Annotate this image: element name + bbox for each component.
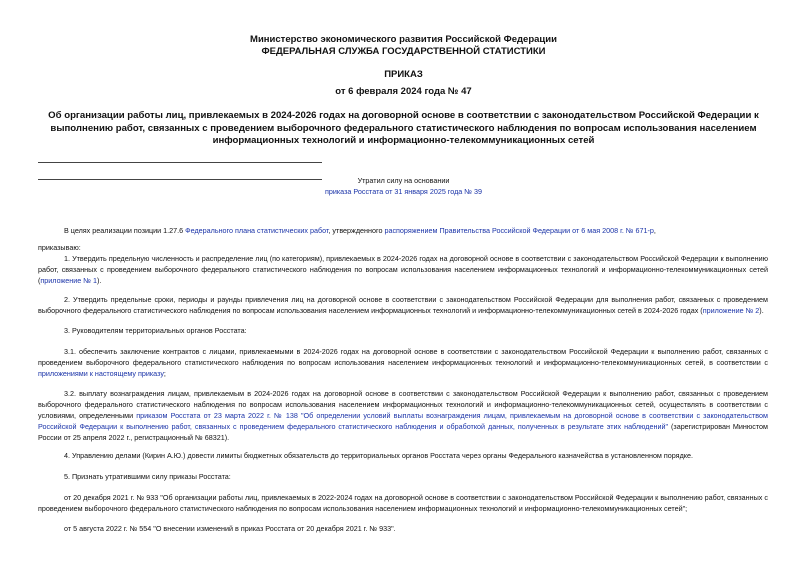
lapsed-order-link[interactable]: приказа Росстата от 31 января 2025 года № 39 <box>324 187 483 196</box>
paragraph-5-a: от 20 декабря 2021 г. № 933 "Об организации работы лиц, привлекаемых в 2022-2024 годах на договорной основе в соответствии с законодательством Российской Федерации к выполнению работ, связанных с проведением выборочного федерального статистического наблюдения по вопросам использования населением информационных технологий и информационно-телекоммуникационных сетей"; <box>38 493 768 514</box>
paragraph-text: ; <box>163 369 166 379</box>
paragraph-text: (зарегистрирован Минюстом России от 25 апреля 2022 г., регистрационный № 68321). <box>38 422 768 443</box>
rosstat-order-138-link[interactable]: приказом Росстата от 23 марта 2022 г. № 138 "Об определении условий выплаты вознаграждения лицам, привлекаемым на договорной основе в соответствии с законодательством Российской Федерации к выполнению работ, связанных с проведением федерального статистического наблюдения и обработкой данных, полученных в результате этих наблюдений" <box>38 411 768 432</box>
intro-text: , утвержденного <box>328 226 385 235</box>
paragraph-3-2 <box>38 388 768 443</box>
paragraph-2 <box>38 294 768 316</box>
paragraph-3: 3. Руководителям территориальных органов Росстата: <box>64 326 247 335</box>
document-title: Об организации работы лиц, привлекаемых в 2024-2026 годах на договорной основе в соответствии с законодательством Российской Федерации к выполнению работ, связанных с проведением выборочного федерального статистического наблюдения по вопросам использования населением информационных технологий и информационно-телекоммуникационных сетей <box>48 110 759 146</box>
appendix-2-link[interactable]: приложение № 2 <box>702 306 760 316</box>
paragraph-5: 5. Признать утратившими силу приказы Росстата: <box>64 472 231 481</box>
paragraph-4: 4. Управлению делами (Кирин А.Ю.) довести лимиты бюджетных обязательств до территориальных органов Росстата через органы Федерального казначейства в установленном порядке. <box>64 451 693 460</box>
intro-text: , <box>653 226 656 235</box>
appendices-link[interactable]: приложениями к настоящему приказу <box>38 369 164 379</box>
paragraph-text: 3.2. выплату вознаграждения лицам, привлекаемым в 2024-2026 годах на договорной основе в соответствии с законодательством Российской Федерации к выполнению работ, связанных с проведением выборочного федерального статистического наблюдения по вопросам использования населением информационных технологий и информационно-телекоммуникационных сетей, осуществлять в соответствии с условиями, определенными <box>38 389 768 421</box>
document-type: ПРИКАЗ <box>384 69 423 80</box>
lapsed-notice <box>300 175 507 197</box>
paragraph-5-b: от 5 августа 2022 г. № 554 "О внесении изменений в приказ Росстата от 20 декабря 2021 г. № 933". <box>64 524 396 533</box>
ministry-name: Министерство экономического развития Российской Федерации <box>250 34 557 45</box>
divider-line <box>38 162 322 163</box>
intro-paragraph <box>38 225 768 236</box>
service-name: ФЕДЕРАЛЬНАЯ СЛУЖБА ГОСУДАРСТВЕННОЙ СТАТИСТИКИ <box>261 46 546 57</box>
intro-text: В целях реализации позиции 1.27.6 <box>64 226 186 235</box>
paragraph-3-1 <box>38 346 768 379</box>
paragraph-text: ). <box>97 276 102 286</box>
divider-line <box>38 179 322 180</box>
government-order-link[interactable]: распоряжением Правительства Российской Федерации от 6 мая 2008 г. № 671-р <box>384 226 654 235</box>
federal-plan-link[interactable]: Федерального плана статистических работ <box>185 226 329 235</box>
document-date-number: от 6 февраля 2024 года № 47 <box>335 86 472 97</box>
appendix-1-link[interactable]: приложение № 1 <box>40 276 97 286</box>
lapsed-notice-text: Утратил силу на основании <box>357 176 450 185</box>
paragraph-text: 3.1. обеспечить заключение контрактов с лицами, привлекаемыми в 2024-2026 годах на договорной основе в соответствии с законодательством Российской Федерации к выполнению работ, связанных с проведением выборочного федерального статистического наблюдения по вопросам использования населением информационных технологий и информационно-телекоммуникационных сетей, в соответствии с <box>38 347 768 368</box>
paragraph-text: 2. Утвердить предельные сроки, периоды и раунды привлечения лиц на договорной основе в соответствии с законодательством Российской Федерации для выполнения работ, связанных с проведением выборочного федерального статистического наблюдения по вопросам использования населением информационных технологий и информационно-телекоммуникационных сетей в 2024-2026 годах ( <box>38 295 768 316</box>
paragraph-text: ). <box>759 306 764 316</box>
paragraph-1 <box>38 253 768 286</box>
paragraph-text: 1. Утвердить предельную численность и распределение лиц (по категориям), привлекаемых в 2024-2026 годах на договорной основе в соответствии с законодательством Российской Федерации к выполнению работ, связанных с проведением выборочного федерального статистического наблюдения по вопросам использования населением информационных технологий и информационно-телекоммуникационных сетей ( <box>38 254 768 286</box>
order-word: приказываю: <box>38 243 81 252</box>
